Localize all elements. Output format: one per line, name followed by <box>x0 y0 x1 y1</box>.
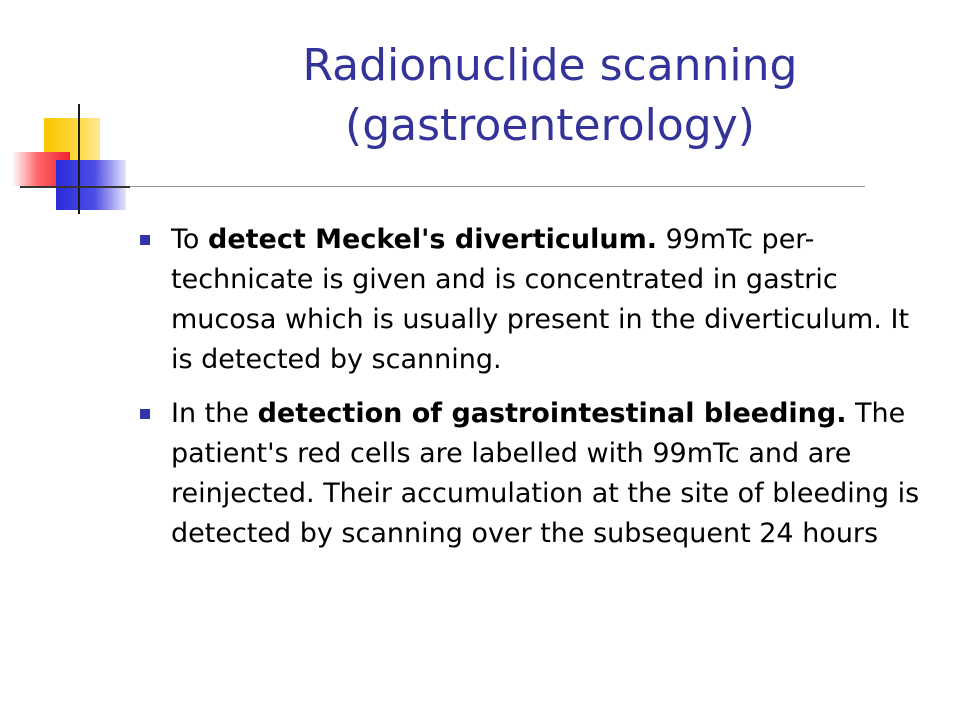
slide-title <box>150 36 950 156</box>
title-divider-accent <box>20 186 130 188</box>
title-line-2: (gastroenterology) <box>345 100 755 151</box>
bullet-prefix: In the <box>171 398 258 429</box>
decorative-blue-square <box>56 160 126 210</box>
bullet-item-meckels <box>140 220 935 380</box>
bullet-square-icon <box>140 235 150 245</box>
bullet-bold-text: detection of gastrointestinal bleeding. <box>257 398 847 429</box>
bullet-square-icon <box>140 409 150 419</box>
title-line-1: Radionuclide scanning <box>302 40 798 91</box>
bullet-bold-text: detect Meckel's diverticulum. <box>208 224 657 255</box>
bullet-body-text: The patient's red cells are labelled with 99mTc and are reinjected. Their accumulation at the site of bleeding is detected by scanning over the subsequent 24 hours <box>171 398 920 549</box>
bullet-prefix: To <box>171 224 209 255</box>
decorative-vertical-line <box>78 104 80 214</box>
bullet-item-gi-bleeding <box>140 394 935 554</box>
title-divider-line <box>20 186 865 187</box>
bullet-body-text: 99mTc per-technicate is given and is concentrated in gastric mucosa which is usually present in the diverticulum. It is detected by scanning. <box>171 224 910 375</box>
bullet-list <box>140 220 935 568</box>
